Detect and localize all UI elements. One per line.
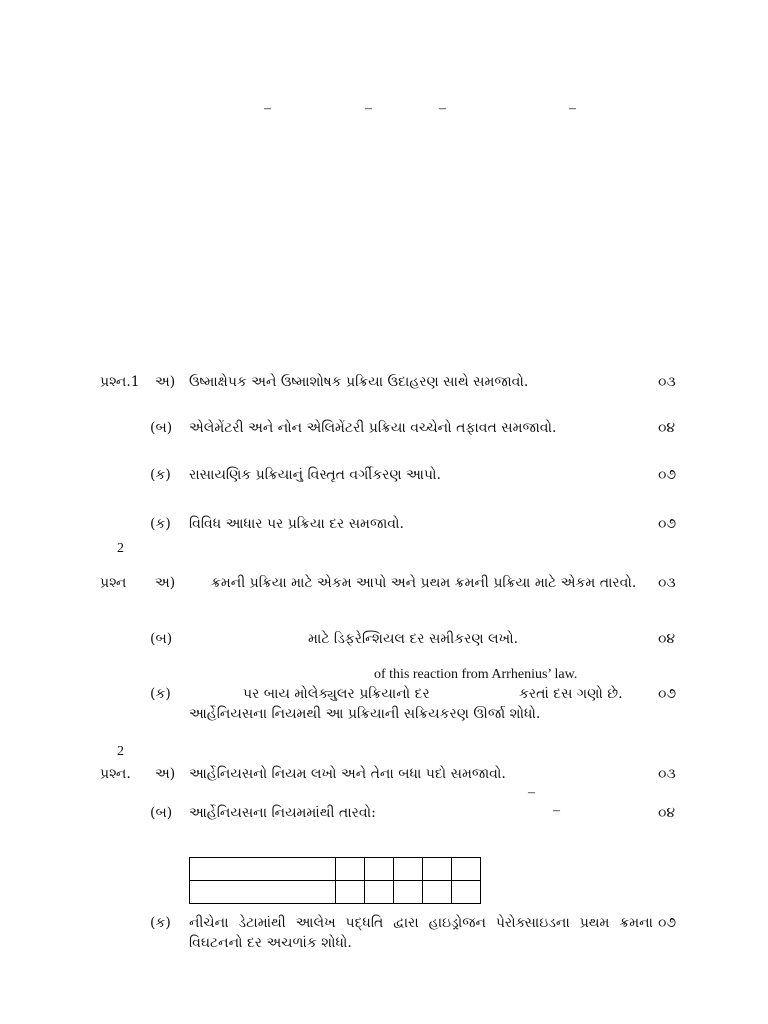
table-cell [452,881,481,904]
q1d-marks: ૦૭ [658,516,677,532]
q3-prefix: પ્રશ્ન. [100,766,131,782]
q2c-label: (ક) [150,686,171,702]
header-dash-3: – [439,101,446,116]
q2c-text-part1: પર બાય મોલેક્યુલર પ્રક્રિયાનો દર [243,686,430,702]
q1-prefix: પ્રશ્ન.1 [100,374,140,390]
q2b-marks: ૦૪ [658,631,676,647]
q1a-label: અ) [155,374,176,390]
table-cell [394,858,423,881]
q2-number: 2 [117,541,124,556]
table-cell [190,881,336,904]
q2-english-note: of this reaction from Arrhenius’ law. [374,667,578,682]
table-cell [452,858,481,881]
q3b-marks: ૦૪ [658,805,676,821]
table-cell [423,881,452,904]
q1c-label: (ક) [150,467,171,483]
table-row [190,881,481,904]
q2b-label: (બ) [150,631,173,647]
q3c-text: નીચેના ડેટામાંથી આલેખ પદ્ધતિ દ્વારા હાઇડ્રોજન પેરોક્સાઇડના પ્રથમ ક્રમના વિઘટનનો દર અચળાંક શોધો. [189,915,653,951]
q1b-label: (બ) [150,420,173,436]
q2a-marks: ૦૩ [658,575,676,591]
q3b-text: આર્હેનિયસના નિયમમાંથી તારવો: [189,805,376,821]
q1d-text: વિવિધ આધાર પર પ્રક્રિયા દર સમજાવો. [189,516,404,532]
q1d-label: (ક) [150,516,171,532]
table-cell [336,881,365,904]
q2a-text: ક્રમની પ્રક્રિયા માટે એકમ આપો અને પ્રથમ ક્રમની પ્રક્રિયા માટે એકમ તારવો. [211,575,637,591]
q3a-marks: ૦૩ [658,766,676,782]
q1a-text: ઉષ્માક્ષેપક અને ઉષ્માશોષક પ્રક્રિયા ઉદાહરણ સાથે સમજાવો. [189,374,529,390]
table-row [190,858,481,881]
header-dash-4: – [569,101,576,116]
q2c-text-part2: કરતાં દસ ગણો છે. [519,686,623,702]
table-cell [365,858,394,881]
table-cell [365,881,394,904]
table-cell [336,858,365,881]
header-dash-2: – [365,101,372,116]
q2c-text-line2: આર્હેનિયસના નિયમથી આ પ્રક્રિયાની સક્રિયકરણ ઊર્જા શોધો. [189,706,541,722]
q1c-text: રાસાયણિક પ્રક્રિયાનું વિસ્તૃત વર્ગીકરણ આપો. [189,467,441,483]
table-cell [394,881,423,904]
q1b-text: એલેમેંટરી અને નોન એલિમેંટરી પ્રક્રિયા વચ્ચેનો તફાવત સમજાવો. [189,420,557,436]
table-cell [423,858,452,881]
q3-number: 2 [117,744,124,759]
table-cell [190,858,336,881]
q2c-marks: ૦૭ [658,686,677,702]
q2-prefix: પ્રશ્ન [100,575,127,591]
q3a-label: અ) [155,766,176,782]
q1a-marks: ૦૩ [658,374,676,390]
q3b-dash-above: – [528,785,535,800]
data-table [189,857,481,904]
q3b-dash: – [553,803,560,818]
header-dash-1: – [264,101,271,116]
q3c-label: (ક) [150,915,171,931]
q2a-label: અ) [155,575,176,591]
q3b-label: (બ) [150,805,173,821]
q3c-marks: ૦૭ [658,915,677,931]
q2b-text: માટે ડિફરેન્શિયલ દર સમીકરણ લખો. [308,631,519,647]
q3a-text: આર્હેનિયસનો નિયમ લખો અને તેના બધા પદો સમજાવો. [189,766,506,782]
q1b-marks: ૦૪ [658,420,676,436]
q1c-marks: ૦૭ [658,467,677,483]
